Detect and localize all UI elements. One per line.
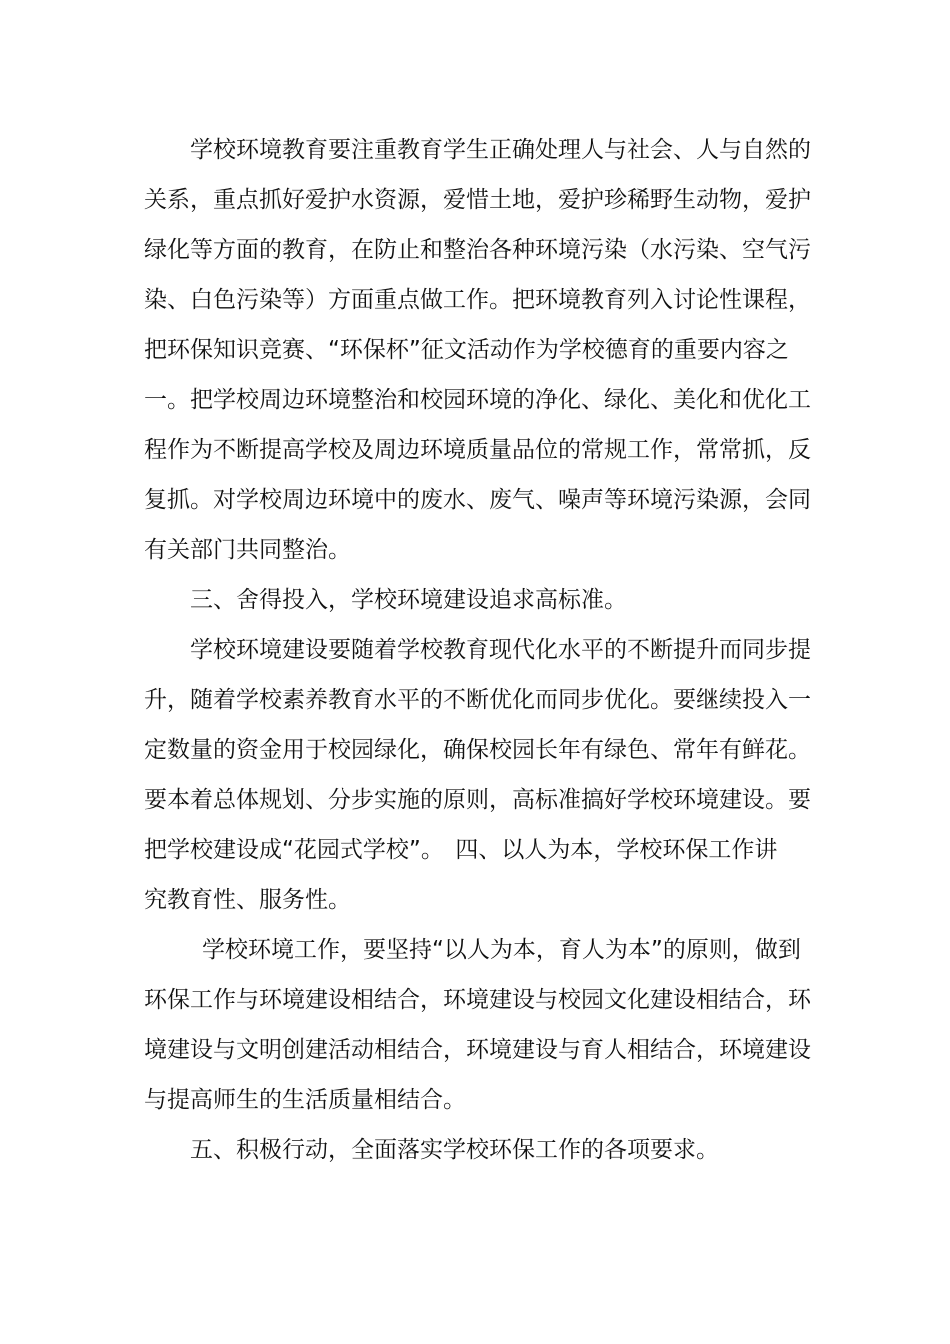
text-line: 学校环境教育要注重教育学生正确处理人与社会、人与自然的 [190,137,811,163]
text-line: 升，随着学校素养教育水平的不断优化而同步优化。要继续投入一 [144,687,811,713]
text-line: 有关部门共同整治。 [144,537,351,563]
text-line: 环保工作与环境建设相结合，环境建设与校园文化建设相结合，环 [144,987,811,1013]
text-line: 定数量的资金用于校园绿化，确保校园长年有绿色、常年有鲜花。 [144,737,811,763]
text-line: 究教育性、服务性。 [144,887,351,913]
text-line: 学校环境工作，要坚持“以人为本，育人为本”的原则，做到 [202,937,801,963]
text-line: 把环保知识竞赛、“环保杯”征文活动作为学校德育的重要内容之 [144,337,789,363]
text-line: 复抓。对学校周边环境中的废水、废气、噪声等环境污染源，会同 [144,487,811,513]
text-line: 关系，重点抓好爱护水资源，爱惜土地，爱护珍稀野生动物，爱护 [144,187,811,213]
text-line: 与提高师生的生活质量相结合。 [144,1087,466,1113]
text-line: 染、白色污染等）方面重点做工作。把环境教育列入讨论性课程， [144,287,811,313]
text-line: 绿化等方面的教育，在防止和整治各种环境污染（水污染、空气污 [144,237,811,263]
text-line: 学校环境建设要随着学校教育现代化水平的不断提升而同步提 [190,637,811,663]
text-line: 把学校建设成“花园式学校”。 四、以人为本，学校环保工作讲 [144,837,778,863]
text-line: 境建设与文明创建活动相结合，环境建设与育人相结合，环境建设 [144,1037,811,1063]
section-heading: 三、舍得投入，学校环境建设追求高标准。 [190,587,627,613]
text-line: 一。把学校周边环境整治和校园环境的净化、绿化、美化和优化工 [144,387,811,413]
text-line: 要本着总体规划、分步实施的原则，高标准搞好学校环境建设。要 [144,787,811,813]
text-line: 程作为不断提高学校及周边环境质量品位的常规工作，常常抓，反 [144,437,811,463]
section-heading: 五、积极行动，全面落实学校环保工作的各项要求。 [190,1137,719,1163]
